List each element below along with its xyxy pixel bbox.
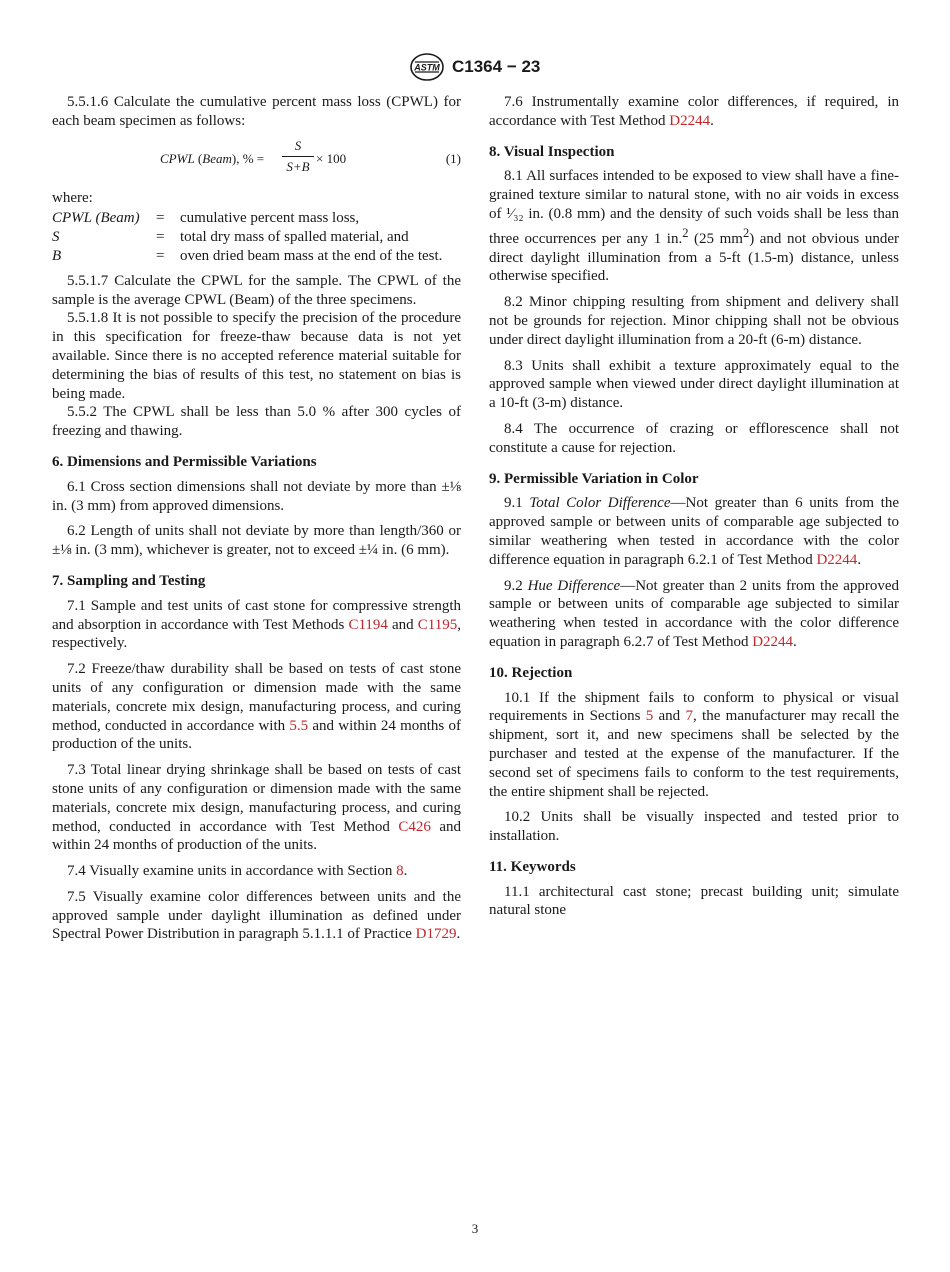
link-d2244[interactable]: D2244 bbox=[669, 112, 711, 129]
paragraph-8-1 bbox=[489, 167, 899, 286]
text: . bbox=[793, 633, 797, 650]
link-section-8[interactable]: 8 bbox=[396, 863, 404, 880]
definition-row bbox=[52, 247, 461, 266]
text: , respectively. bbox=[52, 616, 461, 652]
definition-text: total dry mass of spalled material, and bbox=[180, 229, 409, 246]
text: —Not greater than 2 units from the approved sample or between units of comparable age subjected to similar weathering when tested in accordance with the color difference equation in paragraph 6.2.7 of Test Method bbox=[489, 577, 900, 650]
link-c1195[interactable]: C1195 bbox=[417, 616, 458, 633]
text: —Not greater than 6 units from the approved sample or between units of comparable age subjected to similar weathering when tested in accordance with the color difference equation in paragraph 6.2.1 of Test Method bbox=[489, 495, 899, 568]
text: 7.6 Instrumentally examine color differences, if required, in accordance with Test Method bbox=[489, 94, 899, 129]
link-section-7[interactable]: 7 bbox=[685, 708, 693, 725]
text: , the manufacturer may recall the shipment, sort it, and new specimens shall be selected by the purchaser and tested at the expense of the manufacturer. If the second set of specimens fails to conform to the test requirements, the entire shipment shall be rejected. bbox=[489, 708, 899, 800]
astm-logo-icon bbox=[409, 52, 445, 82]
paragraph-7-6 bbox=[489, 93, 899, 131]
text: 7.2 Freeze/thaw durability shall be based on tests of cast stone units of any configuration or dimension made with the same materials, concrete mix design, manufacturing process, and curing method, conducted in accordance with bbox=[52, 661, 461, 734]
definition-symbol: B bbox=[52, 247, 62, 264]
text: 7.5 Visually examine color differences between units and the approved sample under daylight illumination as defined under Spectral Power Distribution in paragraph 5.1.1.1 of Practice bbox=[52, 888, 461, 943]
page-number: 3 bbox=[471, 1221, 479, 1236]
paragraph-5-5-2: 5.5.2 The CPWL shall be less than 5.0 % after 300 cycles of freezing and thawing. bbox=[52, 404, 461, 440]
definition-text: oven dried beam mass at the end of the test. bbox=[180, 247, 443, 264]
definition-row bbox=[52, 228, 461, 247]
link-section-5[interactable]: 5 bbox=[645, 708, 654, 725]
equation-rhs: × 100 bbox=[316, 150, 347, 166]
term: Total Color Difference bbox=[529, 495, 671, 512]
section-heading-9: 9. Permissible Variation in Color bbox=[489, 470, 699, 487]
section-heading-10: 10. Rejection bbox=[489, 664, 573, 681]
paragraph-9-2 bbox=[489, 577, 899, 652]
text: . bbox=[456, 926, 461, 943]
text: . bbox=[857, 551, 862, 568]
text: 7.1 Sample and test units of cast stone for compressive strength and absorption in accordance with Test Methods bbox=[52, 597, 461, 633]
definition-symbol: CPWL (Beam) bbox=[52, 210, 140, 227]
text: 8.1 All surfaces intended to be exposed to view shall have a fine-grained texture similar to natural stone, with no air voids in excess of ¹⁄₃₂ in. (0.8 mm) and the density of such voids shall be less than three occurrences per any 1 in. bbox=[489, 168, 899, 247]
link-d2244[interactable]: D2244 bbox=[816, 551, 858, 568]
link-c426[interactable]: C426 bbox=[398, 818, 431, 835]
paragraph-11-1: 11.1 architectural cast stone; precast building unit; simulate natural stone bbox=[489, 883, 899, 919]
equation-number: (1) bbox=[445, 150, 461, 166]
text: 9.1 bbox=[504, 495, 530, 512]
definition-symbol: S bbox=[52, 229, 60, 246]
text: and within 24 months of production of the units. bbox=[52, 717, 461, 753]
equation-denominator: S+B bbox=[286, 159, 310, 175]
equation-lhs: CPWL (Beam), % = bbox=[160, 150, 265, 166]
variable-definitions bbox=[52, 209, 461, 265]
definition-equals: = bbox=[156, 247, 165, 264]
paragraph-7-1 bbox=[52, 597, 461, 653]
definition-equals: = bbox=[156, 210, 165, 227]
paragraph-6-1: 6.1 Cross section dimensions shall not deviate by more than ±⅛ in. (3 mm) from approved dimensions. bbox=[52, 478, 461, 514]
paragraph-10-1 bbox=[489, 689, 899, 802]
equation-numerator: S bbox=[282, 137, 314, 158]
text: 9.2 bbox=[504, 577, 528, 594]
section-heading-8: 8. Visual Inspection bbox=[489, 143, 615, 160]
paragraph-7-2 bbox=[52, 660, 461, 754]
paragraph-7-3 bbox=[52, 761, 461, 855]
superscript: 2 bbox=[682, 225, 689, 240]
link-d1729[interactable]: D1729 bbox=[415, 926, 457, 943]
text: and bbox=[387, 616, 418, 633]
where-label: where: bbox=[52, 189, 93, 206]
text: (25 mm bbox=[688, 230, 743, 247]
paragraph-7-5 bbox=[52, 888, 461, 944]
equation-fraction bbox=[282, 137, 314, 178]
paragraph-8-3: 8.3 Units shall exhibit a texture approximately equal to the approved sample when viewed under direct daylight illumination at a 10-ft (3-m) distance. bbox=[489, 357, 899, 412]
paragraph-5-5-1-8: 5.5.1.8 It is not possible to specify the precision of the procedure in this specification for freeze-thaw because data is not yet available. Since there is no accepted reference material suitable for determining the bias of results of this test, no statement on bias is being made. bbox=[52, 310, 461, 402]
text: ) and not obvious under direct daylight illumination from a 5-ft (1.5-m) distance, unless otherwise specified. bbox=[489, 230, 899, 285]
section-heading-6: 6. Dimensions and Permissible Variations bbox=[52, 453, 317, 470]
text: 7.4 Visually examine units in accordance with Section bbox=[67, 863, 397, 880]
page-header bbox=[0, 57, 950, 83]
term: Hue Difference bbox=[527, 577, 621, 594]
paragraph-6-2: 6.2 Length of units shall not deviate by more than length/360 or ±⅛ in. (3 mm), whichever is greater, not to exceed ±¼ in. (6 mm). bbox=[52, 523, 461, 559]
paragraph-9-1 bbox=[489, 494, 899, 569]
section-heading-11: 11. Keywords bbox=[489, 858, 576, 875]
paragraph-8-2: 8.2 Minor chipping resulting from shipment and delivery shall not be grounds for rejection. Minor chipping shall not be obvious under direct daylight illumination from a 20-ft (6-m) distance. bbox=[489, 294, 899, 348]
text: 10.1 If the shipment fails to conform to physical or visual requirements in Sections bbox=[489, 689, 899, 725]
text: and within 24 months of production of the units. bbox=[52, 818, 461, 854]
paragraph-5-5-1-6: 5.5.1.6 Calculate the cumulative percent mass loss (CPWL) for each beam specimen as follows: bbox=[52, 94, 461, 129]
paragraph-8-4: 8.4 The occurrence of crazing or efflorescence shall not constitute a cause for rejection. bbox=[489, 420, 899, 456]
definition-text: cumulative percent mass loss, bbox=[180, 210, 360, 227]
paragraph-10-2: 10.2 Units shall be visually inspected and tested prior to installation. bbox=[489, 809, 899, 845]
paragraph-7-4 bbox=[52, 862, 461, 881]
right-column bbox=[489, 93, 899, 927]
left-column bbox=[52, 93, 461, 951]
text: and bbox=[653, 708, 686, 725]
section-heading-7: 7. Sampling and Testing bbox=[52, 572, 206, 589]
definition-row bbox=[52, 209, 461, 228]
text: 7.3 Total linear drying shrinkage shall be based on tests of cast stone units of any configuration or dimension made with the same materials, concrete mix design, manufacturing process, and curing method, conducted in accordance with Test Method bbox=[52, 762, 461, 835]
svg-text:ASTM: ASTM bbox=[414, 62, 440, 73]
link-section-5-5[interactable]: 5.5 bbox=[289, 717, 309, 734]
superscript: 2 bbox=[742, 225, 750, 240]
document-code: C1364 − 23 bbox=[452, 57, 541, 76]
link-c1194[interactable]: C1194 bbox=[348, 616, 388, 633]
text: . bbox=[403, 863, 408, 880]
equation-1 bbox=[52, 137, 461, 181]
paragraph-5-5-1-7: 5.5.1.7 Calculate the CPWL for the sample. The CPWL of the sample is the average CPWL (Beam) of the three specimens. bbox=[52, 272, 461, 308]
link-d2244[interactable]: D2244 bbox=[752, 633, 794, 650]
text: . bbox=[710, 112, 714, 129]
definition-equals: = bbox=[156, 229, 165, 246]
